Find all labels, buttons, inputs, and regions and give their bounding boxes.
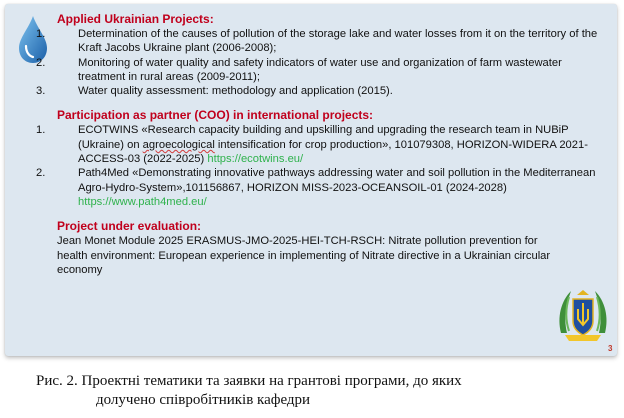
path4med-link[interactable]: https://www.path4med.eu/: [78, 195, 207, 208]
list-item: 1. Determination of the causes of pollution of the storage lake and water losses from it on the territory of the Kraft Jacobs Ukraine plant (2006-2008);: [36, 28, 598, 55]
slide-content: [36, 12, 611, 277]
evaluation-text: Jean Monet Module 2025 ERASMUS-JMO-2025-HEI-TCH-RSCH: Nitrate pollution prevention for health environment: European experience in implementing of Nitrate directive in a Ukrainian circular economy: [57, 235, 551, 276]
list-item: 1. ECOTWINS «Research capacity building and upskilling and upgrading the research team in NUBiP (Ukraine) on agroecological intensification for crop production», 101079308, HORIZON-WIDERA 2021-ACCESS-03 (2022-2025) https://ecotwins.eu/: [36, 124, 588, 166]
partner-projects-heading: Participation as partner (COO) in international projects:: [57, 108, 374, 123]
water-drop-icon: [15, 14, 51, 66]
list-item: 2. Path4Med «Demonstrating innovative pathways addressing water and soil pollution in the Mediterranean Agro-Hydro-System»,101156867, HORIZON MISS-2023-OCEANSOIL-01 (2024-2028) https://www.path4med.eu/: [36, 167, 596, 208]
list-item: 3. Water quality assessment: methodology and application (2015).: [36, 85, 393, 98]
page-number: 3: [608, 344, 613, 353]
university-emblem-icon: [557, 287, 609, 343]
applied-projects-heading: Applied Ukrainian Projects:: [57, 12, 214, 26]
evaluation-heading: Project under evaluation:: [57, 219, 202, 234]
ecotwins-link[interactable]: https://ecotwins.eu/: [207, 153, 304, 166]
figure-caption: Рис. 2. Проектні тематики та заявки на грантові програми, до яких долучено співробітників кафедри: [36, 373, 462, 408]
list-item: 2. Monitoring of water quality and safety indicators of water use and organization of farm wastewater treatment in rural areas (2009-2011);: [36, 56, 562, 83]
slide: [5, 4, 617, 356]
